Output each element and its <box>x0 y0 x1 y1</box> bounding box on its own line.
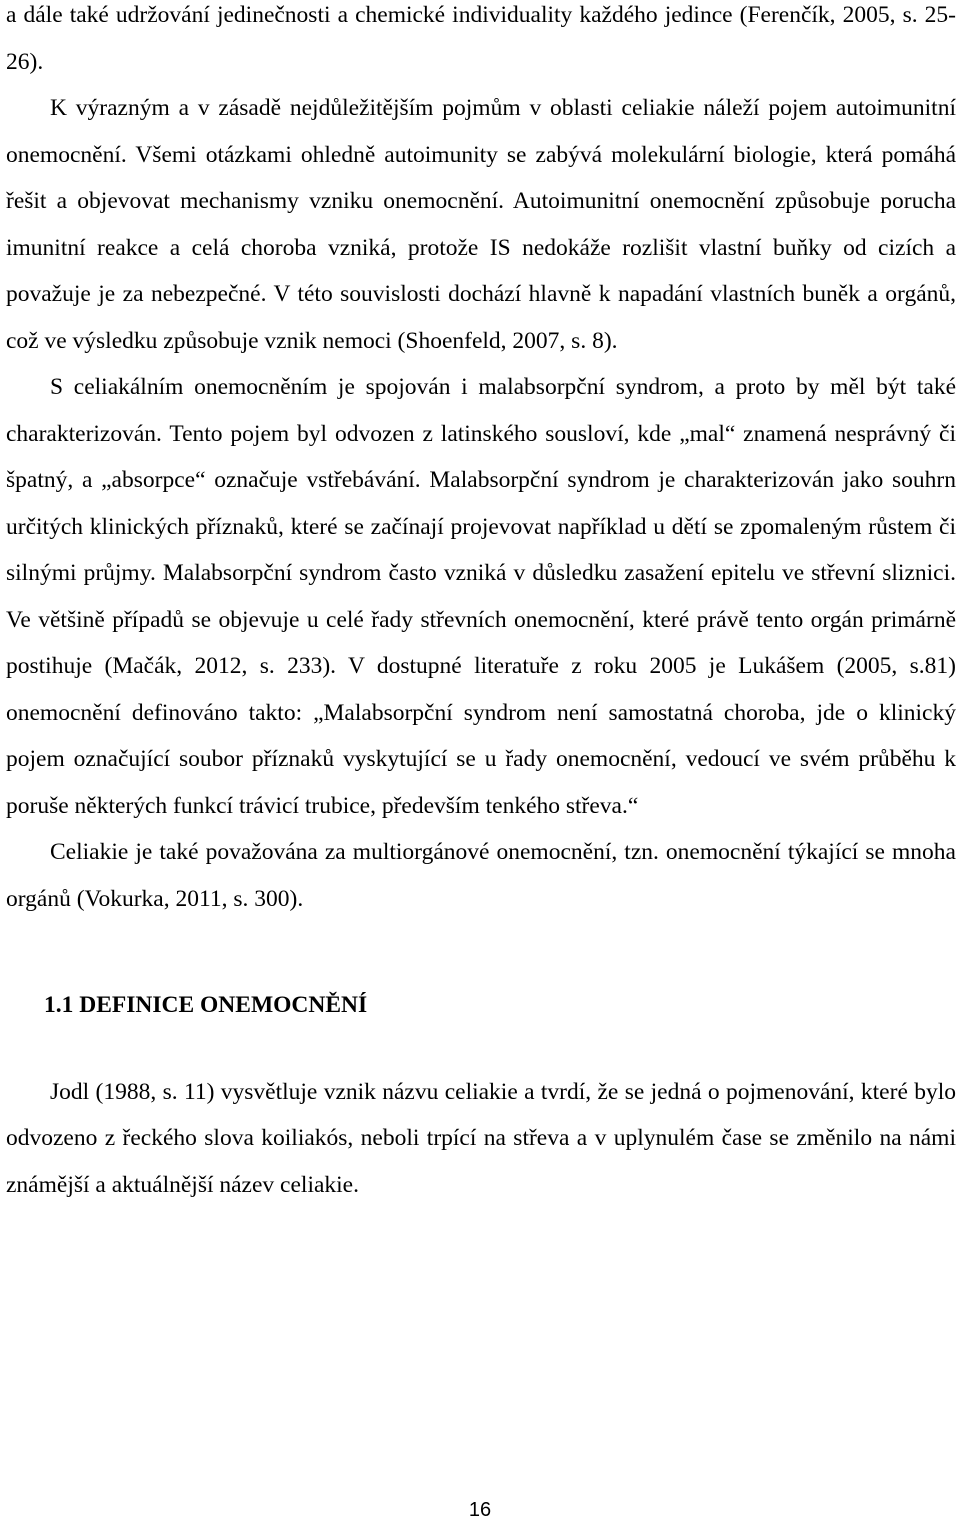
page-number: 16 <box>468 1499 492 1521</box>
section-heading: 1.1 DEFINICE ONEMOCNĚNÍ <box>44 992 368 1018</box>
paragraph-multiorgan: Celiakie je také považována za multiorgánové onemocnění, tzn. onemocnění týkající se mnoha orgánů (Vokurka, 2011, s. 300). <box>6 839 956 912</box>
paragraph-continuation: a dále také udržování jedinečnosti a chemické individuality každého jedince (Ferenčík, 2005, s. 25-26). <box>6 2 956 75</box>
paragraph-malabsorption: S celiakálním onemocněním je spojován i malabsorpční syndrom, a proto by měl být také charakterizován. Tento pojem byl odvozen z latinského sousloví, kde „mal“ znamená nesprávný či špatný, a „absorpce“ označuje vstřebávání. Malabsorpční syndrom je charakterizován jako souhrn určitých klinických příznaků, které se začínají projevovat například u dětí se zpomaleným růstem či silnými průjmy. Malabsorpční syndrom často vzniká v důsledku zasažení epitelu ve střevní sliznici. Ve většině případů se objevuje u celé řady střevních onemocnění, které právě tento orgán primárně postihuje (Mačák, 2012, s. 233). V dostupné literatuře z roku 2005 je Lukášem (2005, s.81) onemocnění definováno takto: „Malabsorpční syndrom není samostatná choroba, jde o klinický pojem označující soubor příznaků vyskytující se u řady onemocnění, vedoucí ve svém průběhu k poruše některých funkcí trávicí trubice, především tenkého střeva.“ <box>6 374 956 819</box>
document-page <box>6 0 956 1208</box>
paragraph-definition: Jodl (1988, s. 11) vysvětluje vznik názvu celiakie a tvrdí, že se jedná o pojmenování, které bylo odvozeno z řeckého slova koiliakós, neboli trpící na střeva a v uplynulém čase se změnilo na námi známější a aktuálnější název celiakie. <box>6 1078 956 1198</box>
paragraph-autoimmunity: K výrazným a v zásadě nejdůležitějším pojmům v oblasti celiakie náleží pojem autoimunitní onemocnění. Všemi otázkami ohledně autoimunity se zabývá molekulární biologie, která pomáhá řešit a objevovat mechanismy vzniku onemocnění. Autoimunitní onemocnění způsobuje porucha imunitní reakce a celá choroba vzniká, protože IS nedokáže rozlišit vlastní buňky od cizích a považuje je za nebezpečné. V této souvislosti dochází hlavně k napadání vlastních buněk a orgánů, což ve výsledku způsobuje vznik nemoci (Shoenfeld, 2007, s. 8). <box>6 95 956 354</box>
